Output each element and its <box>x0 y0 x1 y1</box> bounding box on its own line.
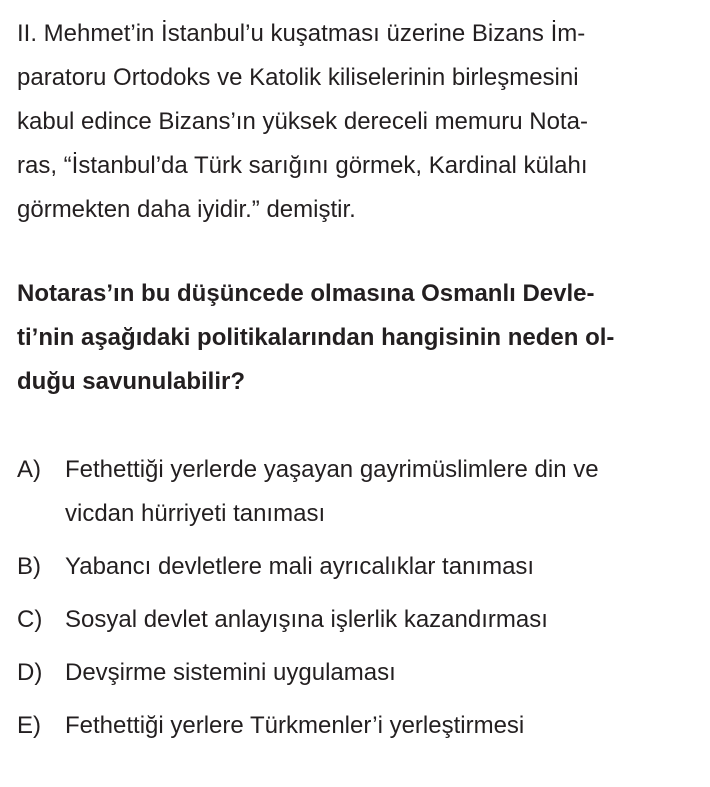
option-text: Sosyal devlet anlayışına işlerlik kazandırması <box>65 606 548 633</box>
passage-text <box>17 12 697 232</box>
option-a[interactable] <box>17 448 697 536</box>
passage-line: kabul edince Bizans’ın yüksek dereceli memuru Nota- <box>17 108 588 135</box>
question-page <box>17 12 697 757</box>
option-letter: C) <box>17 606 43 633</box>
option-text: vicdan hürriyeti tanıması <box>65 500 326 527</box>
question-line: Notaras’ın bu düşüncede olmasına Osmanlı Devle- <box>17 280 595 307</box>
option-text: Devşirme sistemini uygulaması <box>65 659 396 686</box>
option-b[interactable] <box>17 545 697 589</box>
question-stem <box>17 272 697 404</box>
option-letter: A) <box>17 456 41 483</box>
option-e[interactable] <box>17 704 697 748</box>
option-d[interactable] <box>17 651 697 695</box>
passage-line: paratoru Ortodoks ve Katolik kiliselerinin birleşmesini <box>17 64 579 91</box>
option-c[interactable] <box>17 598 697 642</box>
option-text: Fethettiği yerlerde yaşayan gayrimüslimlere din ve <box>65 456 599 483</box>
question-line: duğu savunulabilir? <box>17 368 246 395</box>
answer-options <box>17 448 697 748</box>
passage-line: görmekten daha iyidir.” demiştir. <box>17 196 356 223</box>
question-line: ti’nin aşağıdaki politikalarından hangisinin neden ol- <box>17 324 615 351</box>
option-letter: E) <box>17 712 41 739</box>
option-text: Fethettiği yerlere Türkmenler’i yerleştirmesi <box>65 712 525 739</box>
option-letter: D) <box>17 659 43 686</box>
option-text: Yabancı devletlere mali ayrıcalıklar tanıması <box>65 553 535 580</box>
option-letter: B) <box>17 553 41 580</box>
passage-line: ras, “İstanbul’da Türk sarığını görmek, Kardinal külahı <box>17 152 588 179</box>
passage-line: II. Mehmet’in İstanbul’u kuşatması üzerine Bizans İm- <box>17 20 586 47</box>
